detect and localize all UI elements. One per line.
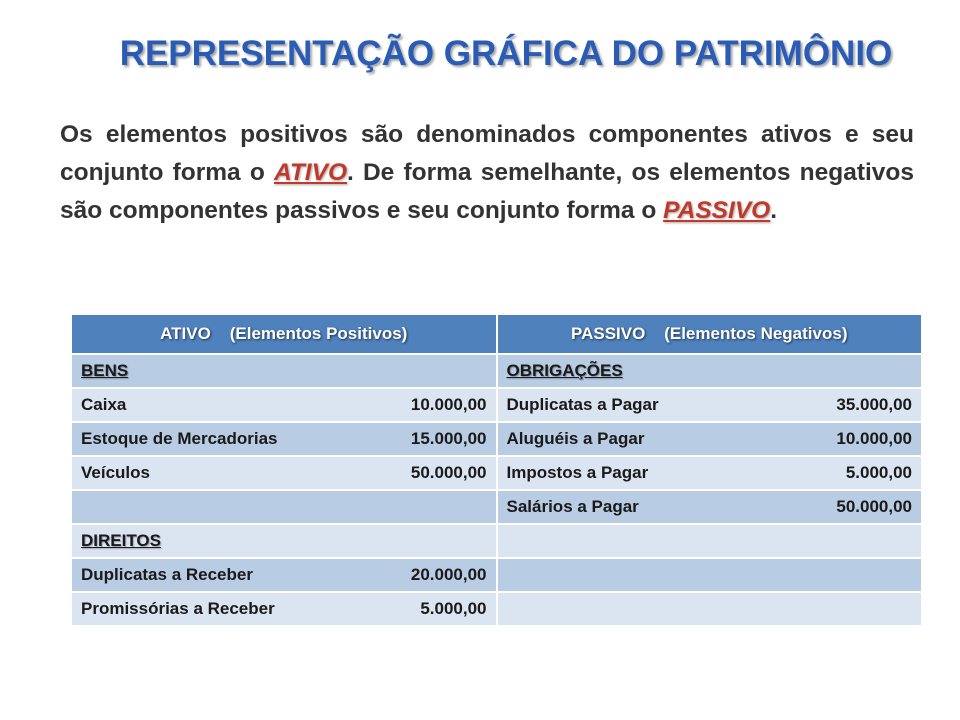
intro-text-3: . <box>770 197 778 224</box>
ativo-cell <box>71 490 497 524</box>
table-row <box>71 422 922 456</box>
section-heading: DIREITOS <box>81 531 161 550</box>
account-label: Salários a Pagar <box>506 497 639 516</box>
ativo-cell <box>71 592 497 626</box>
table-header-row <box>71 314 922 354</box>
header-passivo: PASSIVO (Elementos Negativos) <box>497 314 923 354</box>
cell-content <box>507 361 913 381</box>
account-value: 50.000,00 <box>410 463 487 482</box>
passivo-cell <box>497 592 923 626</box>
account-value: 35.000,00 <box>836 395 912 414</box>
page-title: REPRESENTAÇÃO GRÁFICA DO PATRIMÔNIO <box>119 34 893 73</box>
section-heading: OBRIGAÇÕES <box>506 361 623 380</box>
account-value: 5.000,00 <box>845 463 912 482</box>
account-label: Veículos <box>81 463 150 482</box>
ativo-cell <box>71 524 497 558</box>
table-row <box>71 354 922 388</box>
patrimonio-table <box>70 313 923 627</box>
passivo-highlight: PASSIVO <box>663 197 771 224</box>
passivo-cell <box>497 558 923 592</box>
header-ativo: ATIVO (Elementos Positivos) <box>71 314 497 354</box>
account-value: 15.000,00 <box>410 429 487 448</box>
cell-content <box>81 565 487 585</box>
section-heading: BENS <box>81 361 129 380</box>
intro-text-1: Os elementos positivos são denominados componentes ativos e seu conjunto forma o <box>60 121 914 186</box>
intro-text-2: . De forma semelhante, os elementos negativos são componentes passivos e seu conjunto forma o <box>60 159 914 224</box>
passivo-cell <box>497 524 923 558</box>
ativo-cell <box>71 422 497 456</box>
account-value: 5.000,00 <box>420 599 487 618</box>
account-label: Duplicatas a Pagar <box>506 395 659 414</box>
account-value: 50.000,00 <box>836 497 912 516</box>
account-label: Estoque de Mercadorias <box>81 429 278 448</box>
ativo-cell <box>71 354 497 388</box>
passivo-cell <box>497 490 923 524</box>
table-row <box>71 490 922 524</box>
account-value: 20.000,00 <box>410 565 487 584</box>
passivo-cell <box>497 354 923 388</box>
table-row <box>71 456 922 490</box>
ativo-cell <box>71 558 497 592</box>
cell-content <box>81 429 487 449</box>
cell-content <box>507 395 913 415</box>
ativo-highlight: ATIVO <box>273 159 348 186</box>
table-row <box>71 558 922 592</box>
table-row <box>71 388 922 422</box>
cell-content <box>507 429 913 449</box>
passivo-cell <box>497 422 923 456</box>
cell-content <box>507 497 913 517</box>
account-value: 10.000,00 <box>836 429 912 448</box>
cell-content <box>81 599 487 619</box>
ativo-cell <box>71 388 497 422</box>
account-label: Caixa <box>81 395 127 414</box>
cell-content <box>81 531 487 551</box>
cell-content <box>507 463 913 483</box>
account-value: 10.000,00 <box>410 395 487 414</box>
account-label: Duplicatas a Receber <box>81 565 253 584</box>
intro-paragraph <box>60 116 914 230</box>
ativo-cell <box>71 456 497 490</box>
table-row <box>71 524 922 558</box>
account-label: Promissórias a Receber <box>81 599 275 618</box>
account-label: Impostos a Pagar <box>506 463 649 482</box>
cell-content <box>81 463 487 483</box>
cell-content <box>81 395 487 415</box>
account-label: Aluguéis a Pagar <box>506 429 645 448</box>
cell-content <box>81 361 487 381</box>
passivo-cell <box>497 388 923 422</box>
passivo-cell <box>497 456 923 490</box>
table-row <box>71 592 922 626</box>
